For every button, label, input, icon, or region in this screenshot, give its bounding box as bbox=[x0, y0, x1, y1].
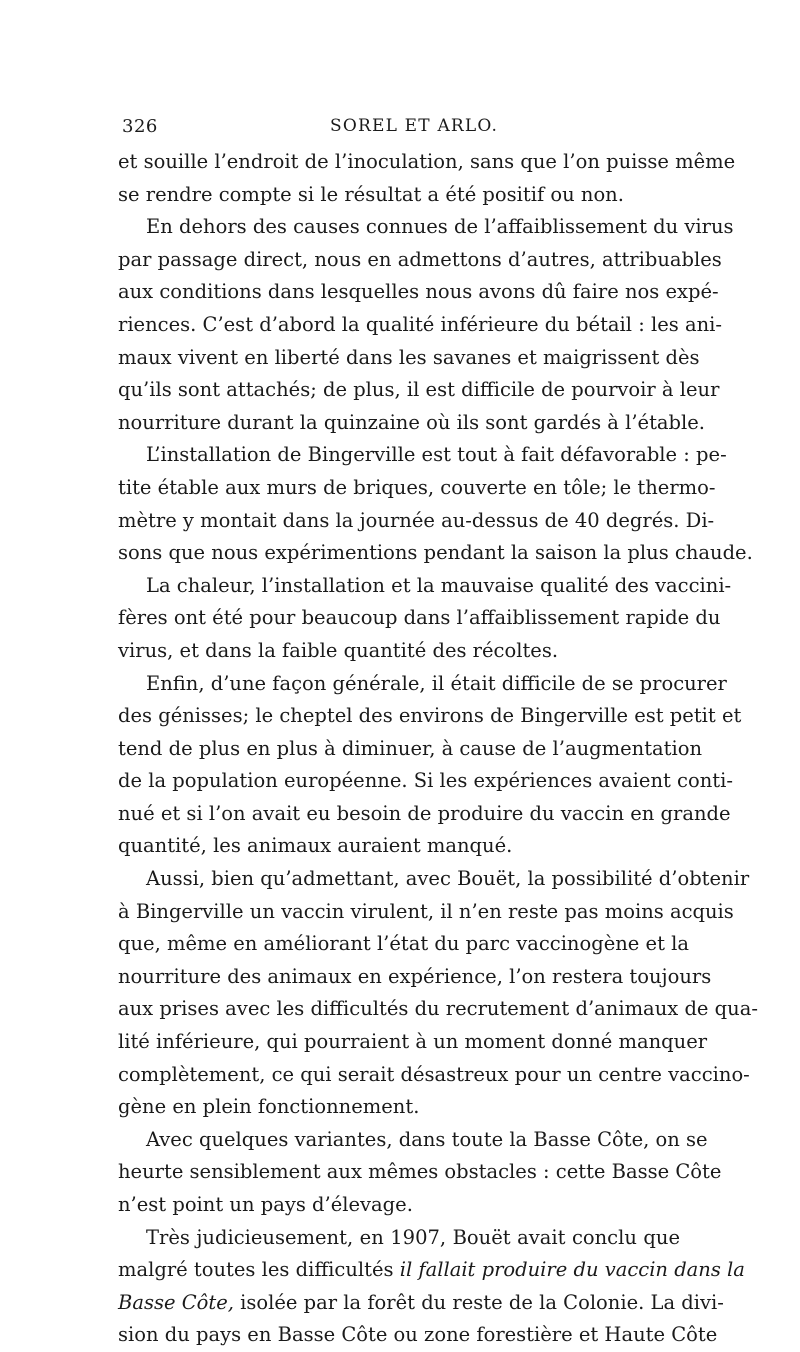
text-line: Enfin, d’une façon générale, il était difficile de se procurer bbox=[146, 671, 727, 695]
text-line: riences. C’est d’abord la qualité inférieure du bétail : les ani- bbox=[118, 312, 722, 336]
page-number: 326 bbox=[122, 116, 158, 137]
italic-segment: il fallait produire du vaccin dans la bbox=[399, 1258, 745, 1282]
text-line: par passage direct, nous en admettons d’autres, attribuables bbox=[118, 247, 722, 271]
text-line: complètement, ce qui serait désastreux pour un centre vaccino- bbox=[118, 1062, 750, 1086]
paragraph bbox=[118, 439, 753, 569]
text-line: maux vivent en liberté dans les savanes et maigrissent dès bbox=[118, 345, 700, 369]
text-segment: isolée par la forêt du reste de la Colonie. La divi- bbox=[233, 1290, 724, 1314]
text-line: qu’ils sont attachés; de plus, il est difficile de pourvoir à leur bbox=[118, 378, 720, 402]
book-page bbox=[118, 112, 758, 1352]
text-segment: Très judicieusement, en 1907, Bouët avait conclu que bbox=[146, 1225, 680, 1249]
paragraph bbox=[118, 211, 734, 439]
text-line: nourriture durant la quinzaine où ils sont gardés à l’étable. bbox=[118, 410, 705, 434]
paragraph bbox=[118, 668, 742, 864]
text-line: heurte sensiblement aux mêmes obstacles : cette Basse Côte bbox=[118, 1160, 722, 1184]
text-line: tite étable aux murs de briques, couverte en tôle; le thermo- bbox=[118, 475, 716, 499]
text-segment: malgré toutes les difficultés bbox=[118, 1258, 400, 1282]
paragraph bbox=[118, 1124, 722, 1222]
text-line: de la population européenne. Si les expériences avaient conti- bbox=[118, 769, 733, 793]
italic-segment: Basse Côte, bbox=[118, 1290, 234, 1314]
running-head: SOREL ET ARLO. bbox=[330, 116, 499, 136]
text-line: aux conditions dans lesquelles nous avons dû faire nos expé- bbox=[118, 280, 719, 304]
text-line: que, même en améliorant l’état du parc vaccinogène et la bbox=[118, 932, 689, 956]
text-line: En dehors des causes connues de l’affaiblissement du virus bbox=[146, 215, 734, 239]
text-line: mètre y montait dans la journée au-dessus de 40 degrés. Di- bbox=[118, 508, 715, 532]
paragraph bbox=[118, 570, 732, 668]
text-line bbox=[118, 1319, 718, 1352]
text-line: aux prises avec les difficultés du recrutement d’animaux de qua- bbox=[118, 997, 758, 1021]
text-segment: sion du pays en Basse Côte ou zone forestière et Haute Côte bbox=[118, 1323, 718, 1347]
text-line: Avec quelques variantes, dans toute la Basse Côte, on se bbox=[146, 1127, 708, 1151]
text-line bbox=[118, 1287, 724, 1320]
text-line: La chaleur, l’installation et la mauvaise qualité des vaccini- bbox=[146, 573, 732, 597]
text-line: et souille l’endroit de l’inoculation, sans que l’on puisse même bbox=[118, 150, 736, 173]
text-line: Aussi, bien qu’admettant, avec Bouët, la possibilité d’obtenir bbox=[146, 867, 750, 891]
text-line: sons que nous expérimentions pendant la saison la plus chaude. bbox=[118, 541, 753, 565]
text-line: nué et si l’on avait eu besoin de produire du vaccin en grande bbox=[118, 801, 731, 825]
text-line: des génisses; le cheptel des environs de Bingerville est petit et bbox=[118, 704, 742, 728]
text-line: virus, et dans la faible quantité des récoltes. bbox=[118, 638, 559, 662]
text-line: gène en plein fonctionnement. bbox=[118, 1095, 420, 1119]
text-line: nourriture des animaux en expérience, l’on restera toujours bbox=[118, 964, 712, 988]
text-line: à Bingerville un vaccin virulent, il n’en reste pas moins acquis bbox=[118, 899, 734, 923]
text-line: tend de plus en plus à diminuer, à cause de l’augmentation bbox=[118, 736, 703, 760]
paragraph bbox=[118, 146, 736, 211]
text-line: n’est point un pays d’élevage. bbox=[118, 1193, 413, 1216]
text-line: quantité, les animaux auraient manqué. bbox=[118, 834, 513, 858]
paragraph bbox=[118, 863, 758, 1124]
text-line: L’installation de Bingerville est tout à fait défavorable : pe- bbox=[146, 443, 727, 467]
text-line: se rendre compte si le résultat a été positif ou non. bbox=[118, 182, 624, 206]
text-line bbox=[118, 1254, 745, 1287]
text-line bbox=[118, 1222, 680, 1255]
body-text bbox=[118, 146, 758, 1352]
page-header bbox=[118, 112, 680, 142]
text-line: lité inférieure, qui pourraient à un moment donné manquer bbox=[118, 1030, 708, 1054]
text-line: fères ont été pour beaucoup dans l’affaiblissement rapide du bbox=[118, 606, 721, 630]
paragraph bbox=[118, 1222, 745, 1352]
